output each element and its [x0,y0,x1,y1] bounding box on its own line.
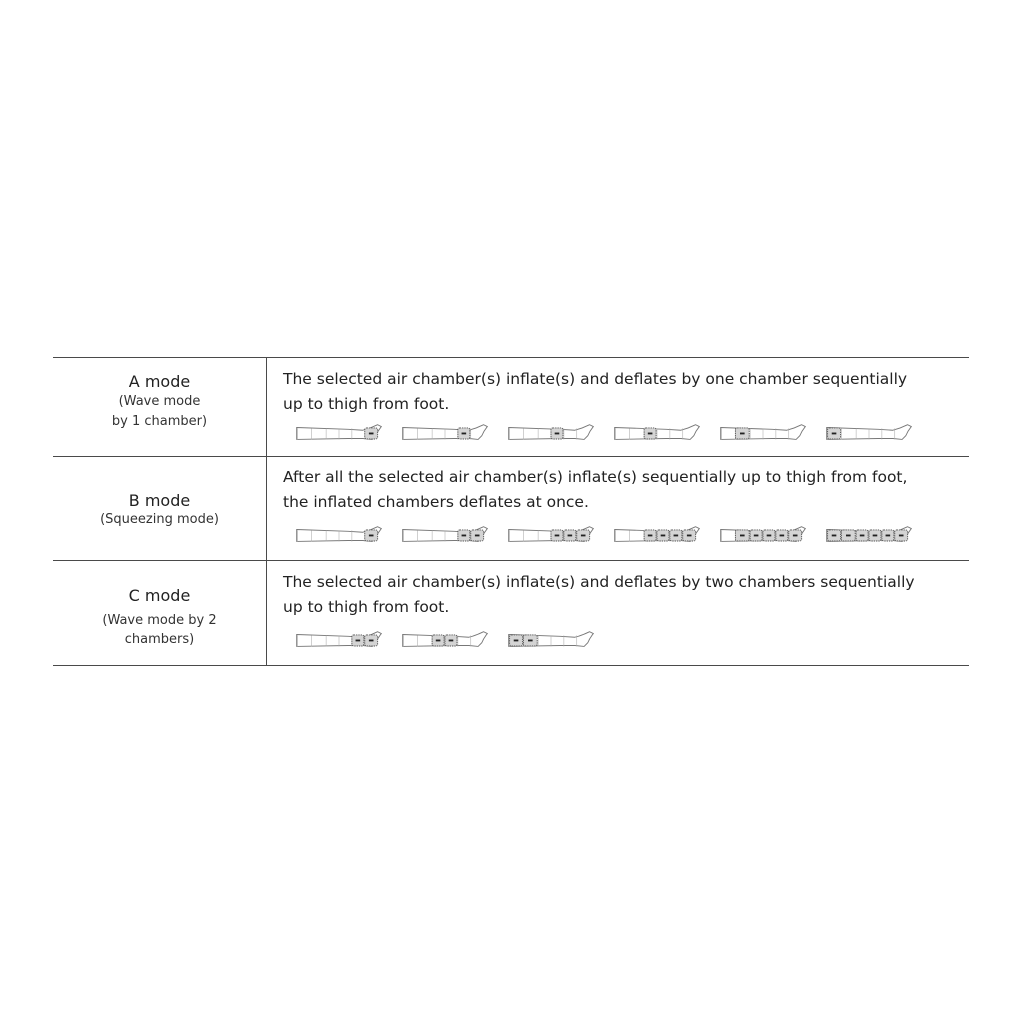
mode-row-c [53,560,969,666]
mode-row-b [53,456,969,561]
mode-description-line: The selected air chamber(s) inflate(s) and deflates by one chamber sequentially [283,370,908,388]
chamber-marker [475,535,480,537]
mode-name: C mode [128,586,191,605]
chamber-marker [899,535,904,537]
leg-wrap-icon [293,628,385,652]
column-divider [266,358,267,456]
mode-description-line: up to thigh from foot. [283,598,450,616]
mode-name: B mode [128,491,191,510]
chamber-marker [369,640,374,642]
leg-wrap-icon [717,523,809,547]
chamber-marker [436,640,441,642]
mode-table [53,357,969,666]
chamber-marker [793,535,798,537]
leg-wrap-icon [293,421,385,445]
leg-wrap-icon [505,523,597,547]
mode-subtitle-line: (Squeezing mode) [100,512,219,527]
mode-description-line: the inflated chambers deflates at once. [283,493,589,511]
mode-label-cell [53,358,266,456]
mode-label-cell [53,457,266,561]
mode-row-a [53,358,969,456]
chamber-marker [514,640,519,642]
chamber-marker [674,535,679,537]
chamber-marker [873,535,878,537]
chamber-marker [648,433,653,435]
chamber-marker [462,433,467,435]
leg-wrap-icon [399,421,491,445]
chamber-marker [356,640,361,642]
leg-wrap-icon [717,421,809,445]
leg-wrap-icon [293,523,385,547]
chamber-marker [369,535,374,537]
mode-description-line: The selected air chamber(s) inflate(s) and deflates by two chambers sequentially [283,573,915,591]
chamber-marker [832,535,837,537]
chamber-marker [528,640,533,642]
chamber-marker [449,640,454,642]
mode-subtitle-line: chambers) [124,632,195,647]
chamber-marker [740,433,745,435]
mode-description-line: After all the selected air chamber(s) inflate(s) sequentially up to thigh from foot, [283,468,908,486]
chamber-marker [780,535,785,537]
chamber-marker [832,433,837,435]
mode-subtitle-line: (Wave mode by 2 [102,613,217,628]
mode-name: A mode [128,372,191,391]
chamber-marker [846,535,851,537]
leg-wrap-icon [611,421,703,445]
inflation-sequence [293,628,973,652]
leg-wrap-icon [823,523,915,547]
chamber-marker [687,535,692,537]
inflation-sequence [293,523,973,547]
chamber-marker [860,535,865,537]
chamber-marker [555,535,560,537]
chamber-marker [767,535,772,537]
leg-wrap-icon [505,421,597,445]
leg-wrap-icon [823,421,915,445]
chamber-marker [555,433,560,435]
leg-wrap-icon [399,628,491,652]
chamber-marker [568,535,573,537]
inflation-sequence [293,421,973,445]
chamber-marker [462,535,467,537]
mode-subtitle-line: by 1 chamber) [111,414,208,429]
chamber-marker [661,535,666,537]
mode-description-line: up to thigh from foot. [283,395,450,413]
chamber-marker [886,535,891,537]
chamber-marker [369,433,374,435]
chamber-marker [581,535,586,537]
chamber-marker [754,535,759,537]
leg-wrap-icon [611,523,703,547]
mode-subtitle-line: (Wave mode [118,394,201,409]
column-divider [266,457,267,561]
leg-wrap-icon [399,523,491,547]
chamber-marker [648,535,653,537]
leg-wrap-icon [505,628,597,652]
chamber-marker [740,535,745,537]
column-divider [266,561,267,666]
mode-label-cell [53,561,266,666]
